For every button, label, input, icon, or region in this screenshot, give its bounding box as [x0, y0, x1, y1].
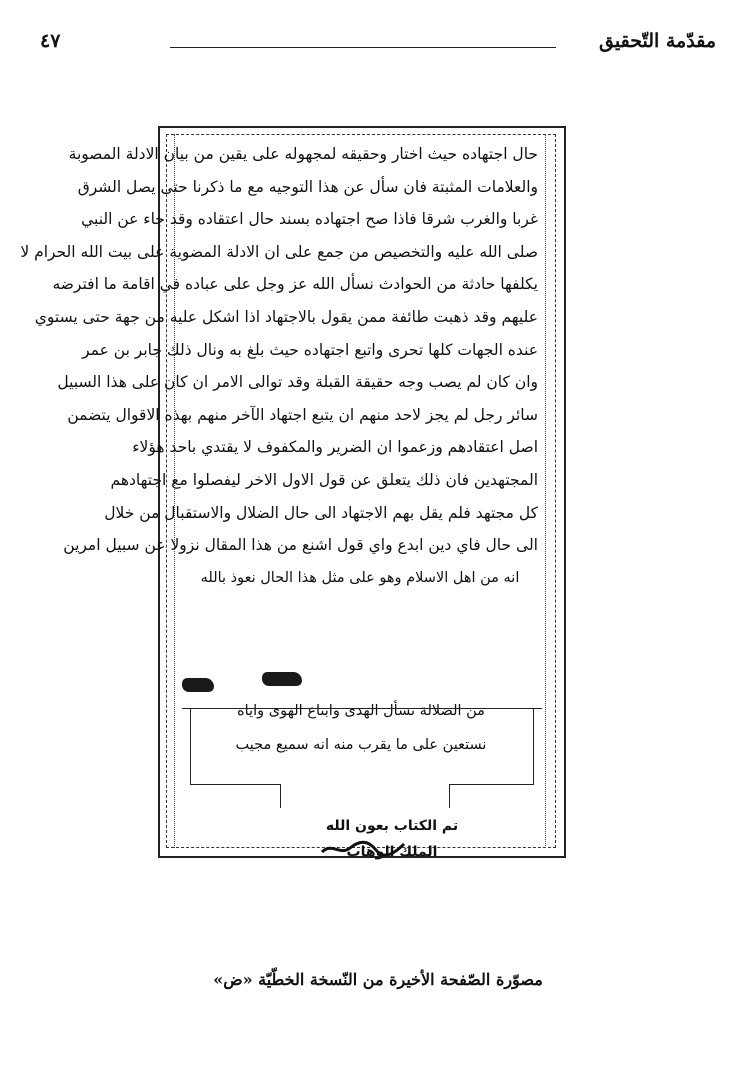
- ink-stain: [182, 678, 214, 692]
- running-title: مقدّمة التّحقيق: [599, 30, 716, 52]
- colophon-line: نستعين على ما يقرب منه انه سميع مجيب: [235, 737, 487, 753]
- manuscript-text: [20, 138, 538, 594]
- manuscript-line: المجتهدين فان ذلك يتعلق عن قول الاول الاخر ليفصلوا مع اجتهادهم: [110, 470, 538, 489]
- manuscript-line: كل مجتهد فلم يقل بهم الاجتهاد الى حال الضلال والاستقبال من خلال: [104, 503, 538, 522]
- header-rule: [170, 47, 556, 48]
- manuscript-image: [20, 118, 570, 860]
- manuscript-line: عنده الجهات كلها تحرى واتبع اجتهاده حيث بلغ به ونال ذلك جابر بن عمر: [82, 340, 538, 359]
- colophon-frame-step: [190, 784, 280, 785]
- manuscript-line: عليهم وقد ذهبت طائفة ممن يقول بالاجتهاد اذا اشكل عليه من جهة حتى يستوي: [34, 307, 538, 326]
- manuscript-line: انه من اهل الاسلام وهو على مثل هذا الحال نعوذ بالله: [200, 569, 520, 586]
- page-header: [40, 30, 716, 60]
- page-number: ٤٧: [40, 30, 61, 52]
- colophon-note: الملك الوهاب: [346, 844, 438, 860]
- manuscript-line: الى حال فاي دين ابدع واي قول اشنع من هذا المقال نزولا عن سبيل امرين: [63, 536, 538, 555]
- manuscript-line: اصل اعتقادهم وزعموا ان الضرير والمكفوف لا يقتدي باحد هؤلاء: [132, 438, 538, 457]
- figure-caption: مصوّرة الصّفحة الأخيرة من النّسخة الخطّيّة «ض»: [213, 970, 543, 989]
- manuscript-line: يكلفها حادثة من الحوادث نسأل الله عز وجل على عباده في اقامة ما افترضه: [52, 275, 538, 294]
- signature-flourish: [320, 838, 406, 858]
- colophon-frame: [182, 708, 542, 785]
- colophon-line: من الضلالة نسأل الهدى وابتاع الهوى واياه: [237, 703, 485, 719]
- manuscript-line: غربا والغرب شرقا فاذا صح اجتهاده بسند حال اعتقاده وقد جاء عن النبي: [81, 210, 538, 229]
- ink-stain: [262, 672, 302, 686]
- manuscript-line: حال اجتهاده حيث اختار وحقيقه لمجهوله على يقين من بيان الادلة المصوبة: [68, 145, 538, 163]
- colophon-frame-step: [449, 784, 450, 808]
- manuscript-line: وان كان لم يصب وجه حقيقة القبلة وقد توالى الامر ان كان على هذا السبيل: [57, 373, 538, 392]
- manuscript-line: والعلامات المثبتة فان سأل عن هذا التوجيه مع ما ذكرنا حتى يصل الشرق: [77, 177, 538, 196]
- colophon-frame-side: [533, 709, 542, 785]
- colophon-frame-step: [450, 784, 534, 785]
- manuscript-line: سائر رجل لم يجز لاحد منهم ان يتبع اجتهاد الآخر منهم بهذه الاقوال يتضمن: [67, 405, 538, 424]
- colophon-note: تم الكتاب بعون الله: [325, 818, 459, 834]
- colophon-frame-step: [280, 784, 281, 808]
- colophon-frame-side: [182, 709, 191, 785]
- manuscript-line: صلى الله عليه والتخصيص من جمع على ان الادلة المضوية على بيت الله الحرام لا: [20, 242, 538, 261]
